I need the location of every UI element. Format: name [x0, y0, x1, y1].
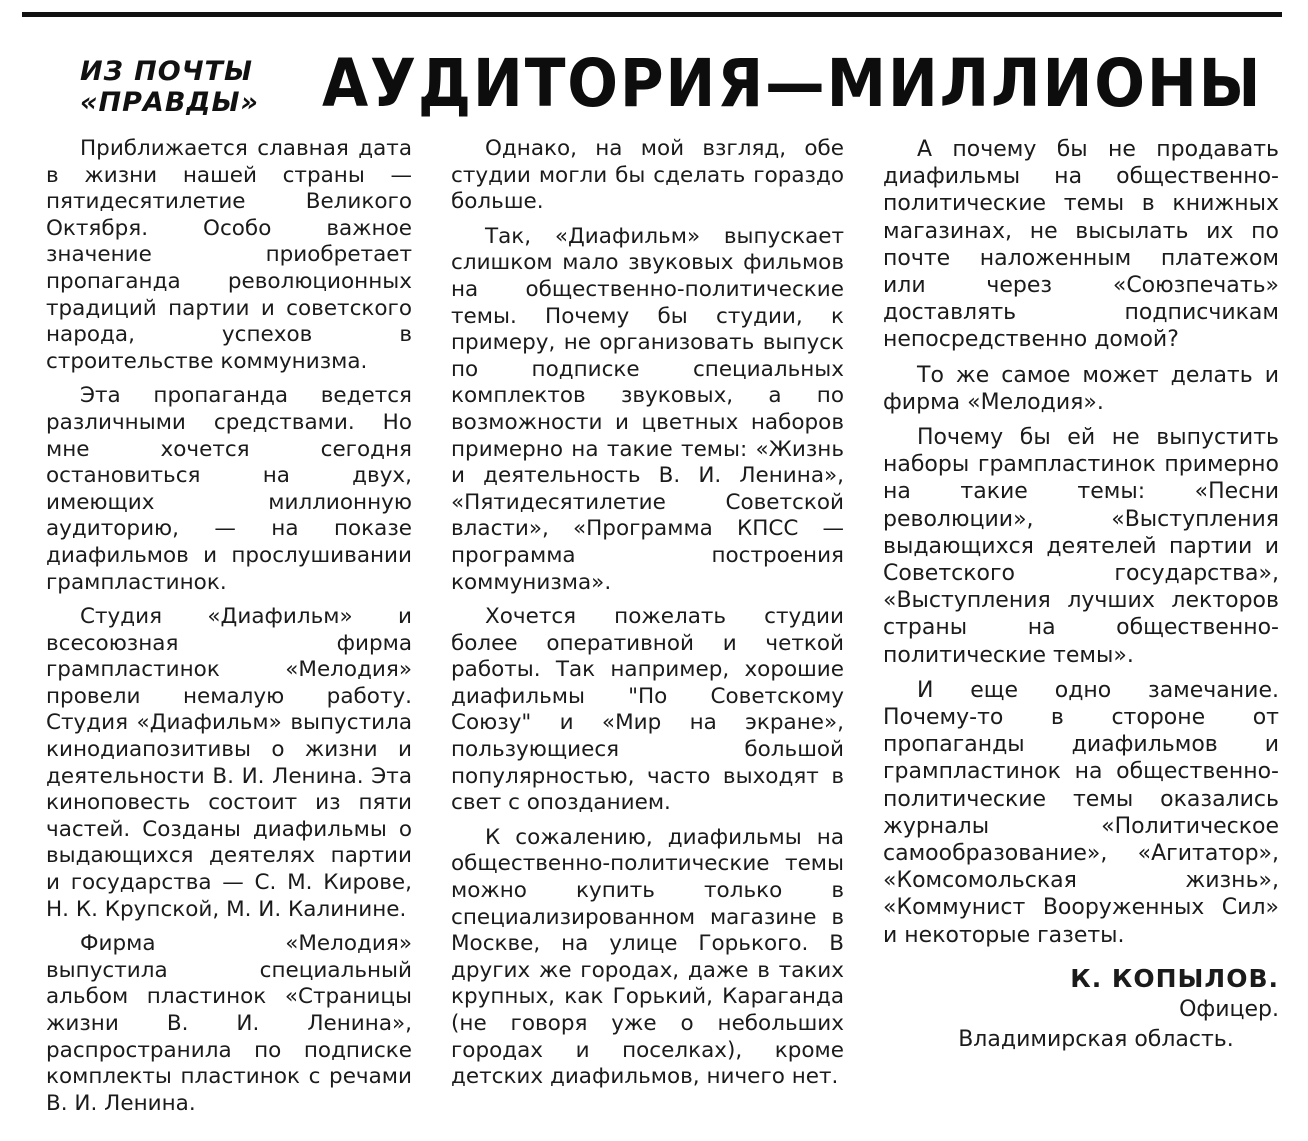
signature [883, 963, 1279, 1055]
paragraph: Почему бы ей не выпустить наборы грампластинок примерно на такие темы: «Песни революции», «Выступления выдающихся деятелей партии и Советского государства», «Выступления лучших лекторов страны на общественно-политические темы». [883, 425, 1279, 668]
paragraph: Так, «Диафильм» выпускает слишком мало звуковых фильмов на общественно-политические темы. Почему бы студии, к примеру, не организовать выпуск по подписке специальных комплектов звуковых, а по возможности и цветных наборов примерно на такие темы: «Жизнь и деятельность В. И. Ленина», «Пятидесятилетие Советской власти», «Программа КПСС — программа построения коммунизма». [451, 223, 844, 595]
article-column-1 [46, 136, 412, 1125]
paragraph: Студия «Диафильм» и всесоюзная фирма грампластинок «Мелодия» провели немалую работу. Студия «Диафильм» выпустила кинодиапозитивы о жизни и деятельности В. И. Ленина. Эта киноповесть состоит из пяти частей. Созданы диафильмы о выдающихся деятелях партии и государства — С. М. Кирове, Н. К. Крупской, М. И. Калинине. [46, 604, 412, 922]
paragraph: Эта пропаганда ведется различными средствами. Но мне хочется сегодня остановиться на двух, имеющих миллионную аудиторию, — на показе диафильмов и прослушивании грампластинок. [46, 383, 412, 595]
paragraph: Приближается славная дата в жизни нашей страны — пятидесятилетие Великого Октября. Особо важное значение приобретает пропаганда революционных традиций партии и советского народа, успехов в строительстве коммунизма. [46, 136, 412, 374]
rubric [80, 56, 270, 118]
paragraph: И еще одно замечание. Почему-то в стороне от пропаганды диафильмов и грампластинок на общественно-политические темы оказались журналы «Политическое самообразование», «Агитатор», «Комсомольская жизнь», «Коммунист Вооруженных Сил» и некоторые газеты. [883, 677, 1279, 948]
paragraph: К сожалению, диафильмы на общественно-политические темы можно купить только в специализированном магазине в Москве, на улице Горького. В других же городах, даже в таких крупных, как Горький, Караганда (не говоря уже о небольших городах и поселках), кроме детских диафильмов, ничего нет. [451, 824, 844, 1090]
rubric-line-1: ИЗ ПОЧТЫ [80, 56, 253, 87]
paragraph: Хочется пожелать студии более оперативной и четкой работы. Так например, хорошие диафильмы "По Советскому Союзу" и «Мир на экране», пользующиеся большой популярностью, часто выходят в свет с опозданием. [451, 604, 844, 816]
author-name: К. КОПЫЛОВ. [1070, 963, 1279, 993]
paragraph: Фирма «Мелодия» выпустила специальный альбом пластинок «Страницы жизни В. И. Ленина», распространила по подписке комплекты пластинок с речами В. И. Ленина. [46, 931, 412, 1116]
article-column-3 [883, 136, 1279, 1055]
rubric-line-2: «ПРАВДЫ» [80, 87, 259, 118]
top-rule [22, 12, 1282, 17]
paragraph: А почему бы не продавать диафильмы на общественно-политические темы в книжных магазинах, не высылать их по почте наложенным платежом или через «Союзпечать» доставлять подписчикам непосредственно домой? [883, 137, 1279, 353]
author-role: Офицер. [1179, 996, 1279, 1022]
paragraph: То же самое может делать и фирма «Мелодия». [883, 362, 1279, 415]
headline: АУДИТОРИЯ—МИЛЛИОНЫ [322, 45, 1263, 122]
author-region: Владимирская область. [958, 1026, 1234, 1052]
article-column-2 [451, 136, 844, 1099]
paragraph: Однако, на мой взгляд, обе студии могли бы сделать гораздо больше. [451, 136, 844, 215]
